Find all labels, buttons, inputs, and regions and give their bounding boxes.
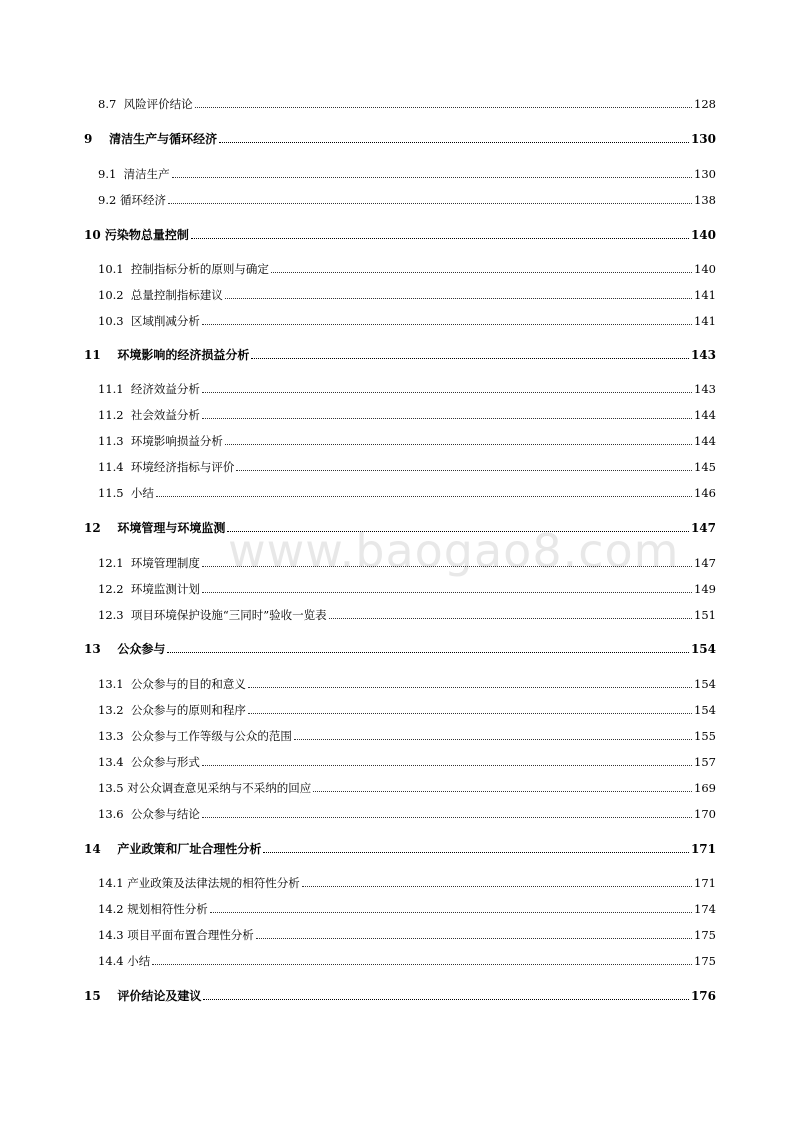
toc-entry-11-1[interactable] xyxy=(98,379,716,397)
toc-page-number: 154 xyxy=(694,677,716,691)
toc-title: 小结 xyxy=(127,954,151,968)
toc-title: 总量控制指标建议 xyxy=(130,288,223,302)
toc-number: 11.2 xyxy=(98,408,131,422)
toc-page-number: 130 xyxy=(690,132,716,146)
toc-leader xyxy=(227,531,689,532)
toc-leader xyxy=(313,791,692,792)
toc-number: 11.3 xyxy=(98,434,131,448)
toc-page-number: 141 xyxy=(694,314,716,328)
toc-page-number: 171 xyxy=(690,842,716,856)
toc-title: 公众参与的原则和程序 xyxy=(130,703,246,717)
toc-leader xyxy=(294,739,692,740)
toc-entry-9-2[interactable] xyxy=(98,190,716,208)
toc-page-number: 144 xyxy=(694,434,716,448)
toc-leader xyxy=(248,713,692,714)
toc-entry-13-6[interactable] xyxy=(98,804,716,822)
toc-entry-13[interactable] xyxy=(84,639,716,657)
toc-number: 10.1 xyxy=(98,262,131,276)
toc-title: 公众参与形式 xyxy=(130,755,200,769)
toc-leader xyxy=(172,177,692,178)
toc-leader xyxy=(329,618,692,619)
toc-title: 产业政策和厂址合理性分析 xyxy=(117,842,262,856)
toc-number: 14.1 xyxy=(98,876,128,890)
toc-number: 8.7 xyxy=(98,97,124,111)
toc-entry-15[interactable] xyxy=(84,986,716,1004)
toc-title: 环境经济指标与评价 xyxy=(130,460,235,474)
toc-leader xyxy=(167,652,689,653)
toc-title: 公众参与工作等级与公众的范围 xyxy=(130,729,292,743)
toc-number: 11.4 xyxy=(98,460,131,474)
toc-title: 公众参与结论 xyxy=(130,807,200,821)
toc-page-number: 144 xyxy=(694,408,716,422)
toc-title: 公众参与的目的和意义 xyxy=(130,677,246,691)
toc-leader xyxy=(263,852,689,853)
toc-number: 12 xyxy=(84,521,118,535)
toc-leader xyxy=(202,592,692,593)
toc-number: 11.5 xyxy=(98,486,131,500)
toc-page-number: 147 xyxy=(690,521,716,535)
toc-leader xyxy=(202,765,692,766)
toc-entry-13-3[interactable] xyxy=(98,726,716,744)
toc-leader xyxy=(302,886,692,887)
toc-page-number: 138 xyxy=(694,193,716,207)
toc-title: 环境管理与环境监测 xyxy=(117,521,226,535)
toc-leader xyxy=(191,238,689,239)
toc-number: 12.3 xyxy=(98,608,131,622)
toc-entry-11-4[interactable] xyxy=(98,457,716,475)
toc-entry-11-5[interactable] xyxy=(98,483,716,501)
toc-page-number: 149 xyxy=(694,582,716,596)
toc-entry-10-1[interactable] xyxy=(98,259,716,277)
toc-entry-11-2[interactable] xyxy=(98,405,716,423)
toc-entry-14[interactable] xyxy=(84,839,716,857)
toc-title: 产业政策及法律法规的相符性分析 xyxy=(127,876,300,890)
toc-page-number: 176 xyxy=(690,989,716,1003)
toc-page-number: 128 xyxy=(694,97,716,111)
toc-entry-14-2[interactable] xyxy=(98,899,716,917)
toc-entry-10[interactable] xyxy=(84,225,716,243)
toc-title: 清洁生产与循环经济 xyxy=(109,132,218,146)
toc-title: 循环经济 xyxy=(119,193,166,207)
toc-number: 10.2 xyxy=(98,288,131,302)
toc-number: 11 xyxy=(84,348,118,362)
toc-page-number: 175 xyxy=(694,954,716,968)
toc-title: 社会效益分析 xyxy=(130,408,200,422)
toc-number: 12.2 xyxy=(98,582,131,596)
toc-title: 控制指标分析的原则与确定 xyxy=(130,262,269,276)
toc-entry-8-7[interactable] xyxy=(98,94,716,112)
toc-leader xyxy=(202,418,692,419)
toc-number: 9.1 xyxy=(98,167,124,181)
toc-entry-13-1[interactable] xyxy=(98,674,716,692)
toc-page-number: 151 xyxy=(694,608,716,622)
toc-number: 11.1 xyxy=(98,382,131,396)
toc-page-number: 141 xyxy=(694,288,716,302)
toc-number: 13 xyxy=(84,642,118,656)
toc-page-number: 140 xyxy=(694,262,716,276)
toc-entry-10-3[interactable] xyxy=(98,311,716,329)
toc-leader xyxy=(202,817,692,818)
toc-number: 14.2 xyxy=(98,902,128,916)
toc-entry-14-1[interactable] xyxy=(98,873,716,891)
toc-title: 评价结论及建议 xyxy=(117,989,202,1003)
toc-number: 12.1 xyxy=(98,556,131,570)
toc-number: 13.6 xyxy=(98,807,131,821)
toc-leader xyxy=(202,324,692,325)
toc-page-number: 143 xyxy=(694,382,716,396)
toc-title: 风险评价结论 xyxy=(123,97,193,111)
toc-page-number: 145 xyxy=(694,460,716,474)
toc-title: 公众参与 xyxy=(117,642,166,656)
toc-entry-14-4[interactable] xyxy=(98,951,716,969)
toc-page-number: 146 xyxy=(694,486,716,500)
toc-page-number: 143 xyxy=(690,348,716,362)
watermark-text: www.baogao8.com xyxy=(228,524,680,578)
toc-entry-13-5[interactable] xyxy=(98,778,716,796)
toc-entry-12-1[interactable] xyxy=(98,553,716,571)
toc-page-number: 169 xyxy=(694,781,716,795)
toc-title: 清洁生产 xyxy=(123,167,170,181)
toc-leader xyxy=(152,964,692,965)
toc-page-number: 157 xyxy=(694,755,716,769)
toc-title: 经济效益分析 xyxy=(130,382,200,396)
toc-leader xyxy=(195,107,692,108)
toc-entry-11[interactable] xyxy=(84,345,716,363)
toc-title: 环境监测计划 xyxy=(130,582,200,596)
toc-leader xyxy=(225,444,692,445)
toc-leader xyxy=(202,392,692,393)
toc-leader xyxy=(225,298,692,299)
toc-entry-10-2[interactable] xyxy=(98,285,716,303)
toc-leader xyxy=(202,566,692,567)
toc-number: 13.4 xyxy=(98,755,131,769)
toc-number: 10.3 xyxy=(98,314,131,328)
toc-number: 13.2 xyxy=(98,703,131,717)
toc-title: 污染物总量控制 xyxy=(104,228,189,242)
toc-page-number: 147 xyxy=(694,556,716,570)
toc-page-number: 174 xyxy=(694,902,716,916)
toc-number: 9.2 xyxy=(98,193,120,207)
toc-title: 环境影响损益分析 xyxy=(130,434,223,448)
toc-leader xyxy=(156,496,692,497)
toc-entry-12[interactable] xyxy=(84,518,716,536)
toc-number: 13.3 xyxy=(98,729,131,743)
toc-page-number: 130 xyxy=(694,167,716,181)
toc-number: 14.4 xyxy=(98,954,128,968)
toc-title: 项目平面布置合理性分析 xyxy=(127,928,254,942)
toc-page-number: 154 xyxy=(690,642,716,656)
toc-entry-13-2[interactable] xyxy=(98,700,716,718)
toc-leader xyxy=(251,358,689,359)
toc-entry-12-3[interactable] xyxy=(98,605,716,623)
toc-page-number: 140 xyxy=(690,228,716,242)
toc-page-number: 154 xyxy=(694,703,716,717)
toc-title: 小结 xyxy=(130,486,154,500)
toc-entry-12-2[interactable] xyxy=(98,579,716,597)
toc-page-number: 155 xyxy=(694,729,716,743)
toc-entry-14-3[interactable] xyxy=(98,925,716,943)
toc-number: 13.5 xyxy=(98,781,128,795)
toc-entry-9-1[interactable] xyxy=(98,164,716,182)
toc-number: 14.3 xyxy=(98,928,128,942)
toc-leader xyxy=(236,470,692,471)
toc-number: 9 xyxy=(84,132,110,146)
toc-entry-11-3[interactable] xyxy=(98,431,716,449)
toc-title: 环境影响的经济损益分析 xyxy=(117,348,250,362)
toc-title: 项目环境保护设施“三同时”验收一览表 xyxy=(130,608,327,622)
toc-page-number: 175 xyxy=(694,928,716,942)
toc-leader xyxy=(271,272,692,273)
toc-number: 13.1 xyxy=(98,677,131,691)
toc-number: 10 xyxy=(84,228,105,242)
toc-title: 区域削减分析 xyxy=(130,314,200,328)
toc-leader xyxy=(219,142,689,143)
toc-page-number: 170 xyxy=(694,807,716,821)
toc-entry-13-4[interactable] xyxy=(98,752,716,770)
toc-leader xyxy=(168,203,692,204)
toc-leader xyxy=(203,999,689,1000)
toc-title: 规划相符性分析 xyxy=(127,902,208,916)
toc-leader xyxy=(248,687,692,688)
toc-number: 14 xyxy=(84,842,118,856)
toc-page-number: 171 xyxy=(694,876,716,890)
toc-title: 环境管理制度 xyxy=(130,556,200,570)
toc-leader xyxy=(210,912,692,913)
toc-title: 对公众调查意见采纳与不采纳的回应 xyxy=(127,781,312,795)
toc-entry-9[interactable] xyxy=(84,129,716,147)
toc-leader xyxy=(256,938,692,939)
toc-number: 15 xyxy=(84,989,118,1003)
